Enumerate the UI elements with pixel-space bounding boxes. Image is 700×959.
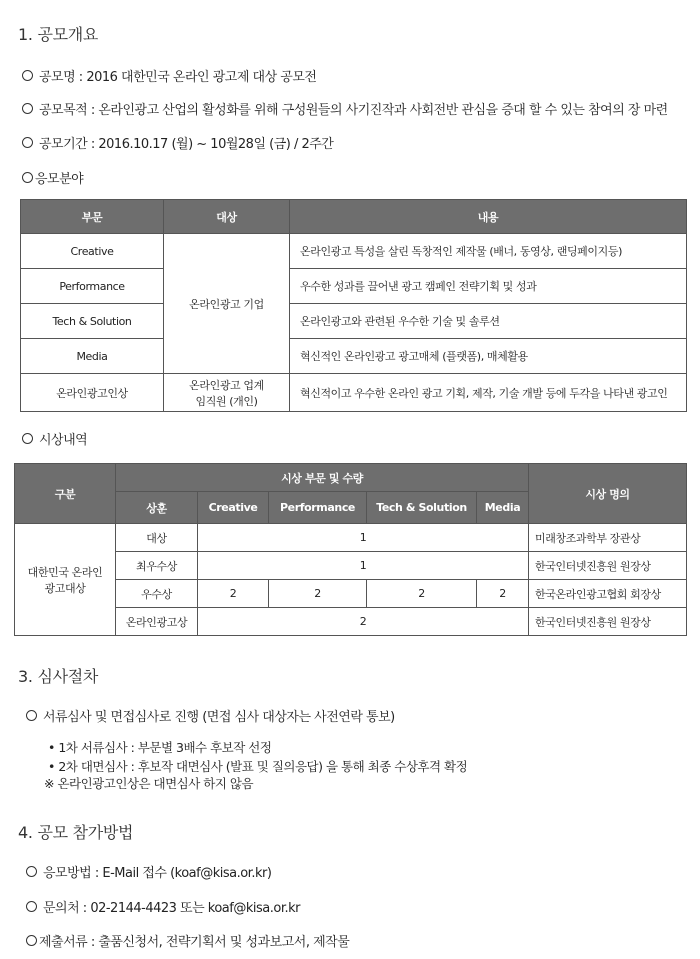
review-line [26, 706, 395, 725]
award-by-cell: 한국인터넷진흥원 원장상 [529, 552, 687, 580]
table-header: 시상 명의 [529, 464, 687, 524]
award-name-cell: 최우수상 [116, 552, 198, 580]
contest-purpose-line [22, 99, 668, 118]
award-name-cell: 대상 [116, 524, 198, 552]
method-text: 응모방법 : E-Mail 접수 (koaf@kisa.or.kr) [43, 866, 272, 881]
awards-title: 시상내역 [39, 433, 88, 448]
category-cell: Creative [21, 234, 164, 269]
table-header: Performance [269, 492, 367, 524]
table-row [21, 374, 687, 412]
category-line: 광고대상 [44, 581, 86, 595]
table-header: Creative [198, 492, 269, 524]
review-text: 서류심사 및 면접심사로 진행 (면접 심사 대상자는 사전연락 통보) [43, 710, 395, 725]
category-cell: Media [21, 339, 164, 374]
table-row [21, 304, 687, 339]
award-by-cell: 한국온라인광고협회 회장상 [529, 580, 687, 608]
table-header: 구분 [15, 464, 116, 524]
table-header: Media [477, 492, 529, 524]
category-cell: Tech & Solution [21, 304, 164, 339]
circle-bullet-icon [22, 172, 33, 183]
award-by-cell: 한국인터넷진흥원 원장상 [529, 608, 687, 636]
documents-text: 제출서류 : 출품신청서, 전략기획서 및 성과보고서, 제작물 [39, 935, 350, 950]
circle-bullet-icon [22, 70, 33, 81]
circle-bullet-icon [22, 103, 33, 114]
section-3-title: 3. 심사절차 [18, 667, 99, 686]
target-line: 온라인광고 업계 [189, 378, 264, 392]
award-count-cell: 2 [367, 580, 477, 608]
review-step-1: • 1차 서류심사 : 부문별 3배수 후보작 선정 [48, 740, 272, 755]
circle-bullet-icon [26, 710, 37, 721]
review-note: ※ 온라인광고인상은 대면심사 하지 않음 [44, 776, 254, 791]
content-cell: 혁신적이고 우수한 온라인 광고 기획, 제작, 기술 개발 등에 두각을 나타낸 광고인 [290, 374, 687, 412]
section-1-title: 1. 공모개요 [18, 25, 99, 44]
documents-line [26, 931, 349, 950]
awards-table [14, 463, 687, 636]
award-name-cell: 온라인광고상 [116, 608, 198, 636]
award-count-cell: 1 [198, 552, 529, 580]
table-header: 대상 [164, 200, 290, 234]
table-row [21, 234, 687, 269]
award-count-cell: 2 [198, 608, 529, 636]
method-line [26, 862, 271, 881]
content-cell: 온라인광고 특성을 살린 독창적인 제작물 (배너, 동영상, 랜딩페이지등) [290, 234, 687, 269]
content-cell: 혁신적인 온라인광고 광고매체 (플랫폼), 매체활용 [290, 339, 687, 374]
target-cell: 온라인광고 기업 [164, 234, 290, 374]
contest-period-line [22, 133, 333, 152]
content-cell: 우수한 성과를 끌어낸 광고 캠페인 전략기획 및 성과 [290, 269, 687, 304]
category-cell [15, 524, 116, 636]
category-cell: 온라인광고인상 [21, 374, 164, 412]
circle-bullet-icon [22, 137, 33, 148]
table-row [15, 524, 687, 552]
table-header: 내용 [290, 200, 687, 234]
award-count-cell: 2 [198, 580, 269, 608]
award-by-cell: 미래창조과학부 장관상 [529, 524, 687, 552]
award-name-cell: 우수상 [116, 580, 198, 608]
review-step-2: • 2차 대면심사 : 후보작 대면심사 (발표 및 질의응답) 을 통해 최종 수상후격 확정 [48, 759, 468, 774]
contact-line [26, 897, 300, 916]
table-row [15, 580, 687, 608]
table-header: 상훈 [116, 492, 198, 524]
contest-name-text: 공모명 : 2016 대한민국 온라인 광고제 대상 공모전 [39, 70, 317, 85]
contact-text: 문의처 : 02-2144-4423 또는 koaf@kisa.or.kr [43, 901, 300, 916]
table-row [21, 269, 687, 304]
contest-period-text: 공모기간 : 2016.10.17 (월) ~ 10월28일 (금) / 2주간 [39, 137, 334, 152]
contest-purpose-text: 공모목적 : 온라인광고 산업의 활성화를 위해 구성원들의 사기진작과 사회전반 관심을 증대 할 수 있는 참여의 장 마련 [39, 103, 668, 118]
category-line: 대한민국 온라인 [27, 565, 103, 579]
table-row [15, 552, 687, 580]
awards-line [22, 429, 87, 448]
table-header: 시상 부문 및 수량 [116, 464, 529, 492]
content-cell: 온라인광고와 관련된 우수한 기술 및 솔루션 [290, 304, 687, 339]
circle-bullet-icon [26, 866, 37, 877]
section-4-title: 4. 공모 참가방법 [18, 823, 134, 842]
fields-line [22, 168, 83, 187]
table-header: 부문 [21, 200, 164, 234]
award-count-cell: 2 [477, 580, 529, 608]
category-cell: Performance [21, 269, 164, 304]
target-cell [164, 374, 290, 412]
award-count-cell: 1 [198, 524, 529, 552]
table-row [21, 339, 687, 374]
fields-table [20, 199, 687, 412]
circle-bullet-icon [26, 901, 37, 912]
table-row [15, 608, 687, 636]
circle-bullet-icon [26, 935, 37, 946]
award-count-cell: 2 [269, 580, 367, 608]
target-line: 임직원 (개인) [195, 394, 258, 408]
fields-text: 응모분야 [35, 172, 84, 187]
contest-name-line [22, 66, 316, 85]
circle-bullet-icon [22, 433, 33, 444]
table-header: Tech & Solution [367, 492, 477, 524]
